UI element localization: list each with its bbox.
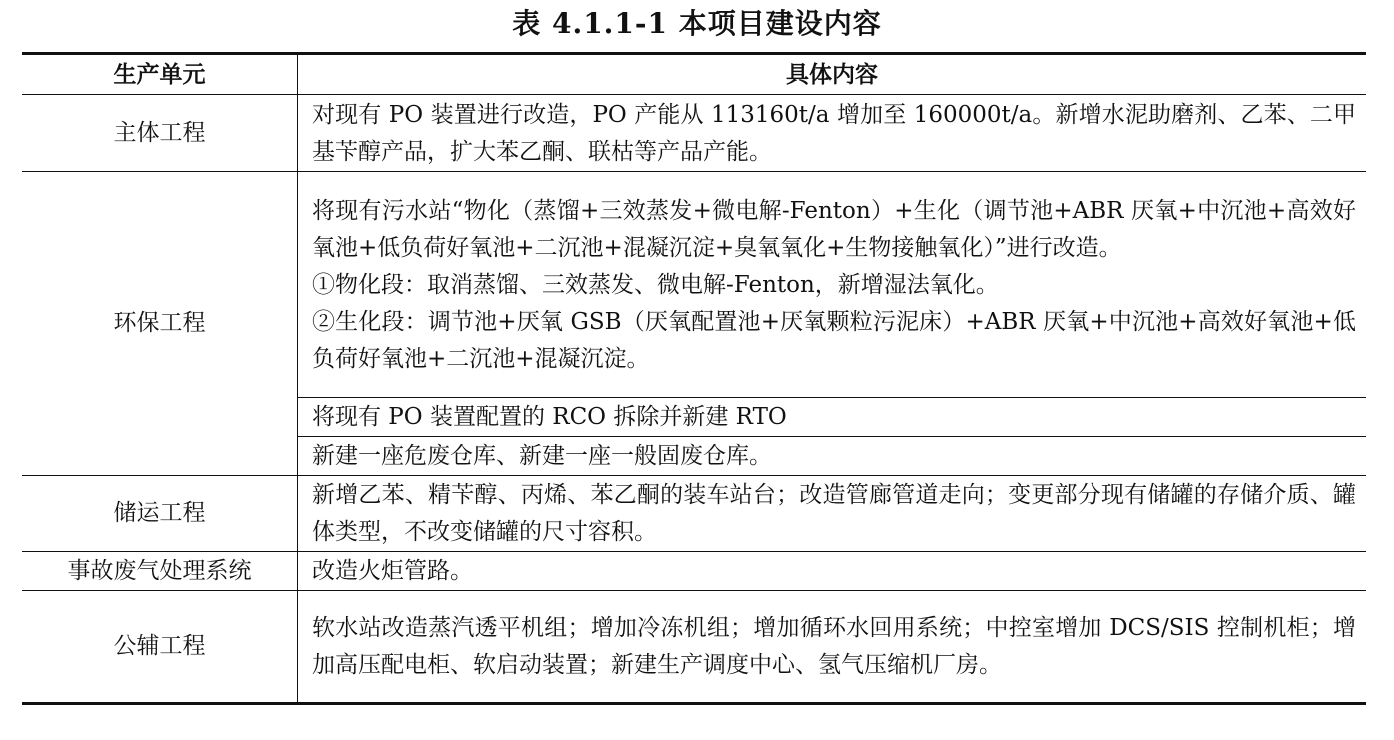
- row-content-exhaust: [298, 397, 1366, 436]
- content-paragraph: ①物化段：取消蒸馏、三效蒸发、微电解-Fenton，新增湿法氧化。: [312, 271, 999, 298]
- row-unit-main: 主体工程: [22, 95, 298, 171]
- row-content-utilities: [298, 590, 1366, 702]
- content-paragraph: 软水站改造蒸汽透平机组；增加冷冻机组；增加循环水回用系统；中控室增加 DCS/SIS 控制机柜；增加高压配电柜、软启动装置；新建生产调度中心、氢气压缩机厂房。: [312, 615, 1356, 678]
- content-paragraph: ②生化段：调节池+厌氧 GSB（厌氧配置池+厌氧颗粒污泥床）+ABR 厌氧+中沉池+高效好氧池+低负荷好氧池+二沉池+混凝沉淀。: [312, 308, 1356, 372]
- content-paragraph: 新增乙苯、精苄醇、丙烯、苯乙酮的装车站台；改造管廊管道走向；变更部分现有储罐的存储介质、罐体类型，不改变储罐的尺寸容积。: [312, 482, 1356, 545]
- construction-content-table: [22, 52, 1366, 705]
- content-paragraph: 将现有 PO 装置配置的 RCO 拆除并新建 RTO: [312, 404, 787, 430]
- row-content-wastewater: [298, 171, 1366, 397]
- content-paragraph: 改造火炬管路。: [312, 558, 473, 584]
- row-unit-environmental: 环保工程: [22, 171, 298, 475]
- row-unit-emergency-gas: 事故废气处理系统: [22, 551, 298, 590]
- row-unit-utilities: 公辅工程: [22, 590, 298, 702]
- content-paragraph: 新建一座危废仓库、新建一座一般固废仓库。: [312, 443, 772, 469]
- header-content: 具体内容: [298, 55, 1366, 95]
- content-paragraph: 对现有 PO 装置进行改造，PO 产能从 113160t/a 增加至 160000t/a。新增水泥助磨剂、乙苯、二甲基苄醇产品，扩大苯乙酮、联枯等产品产能。: [312, 101, 1356, 165]
- table-caption: 表 4.1.1-1 本项目建设内容: [512, 7, 882, 40]
- content-paragraph: 将现有污水站“物化（蒸馏+三效蒸发+微电解-Fenton）+生化（调节池+ABR 厌氧+中沉池+高效好氧池+低负荷好氧池+二沉池+混凝沉淀+臭氧氧化+生物接触氧化）”进行改造。: [312, 197, 1356, 261]
- row-unit-storage-transport: 储运工程: [22, 475, 298, 551]
- row-content-storage-transport: [298, 475, 1366, 551]
- header-unit: 生产单元: [22, 55, 298, 95]
- row-content-waste-storage: [298, 436, 1366, 475]
- row-content-emergency-gas: [298, 551, 1366, 590]
- row-content-main: [298, 95, 1366, 171]
